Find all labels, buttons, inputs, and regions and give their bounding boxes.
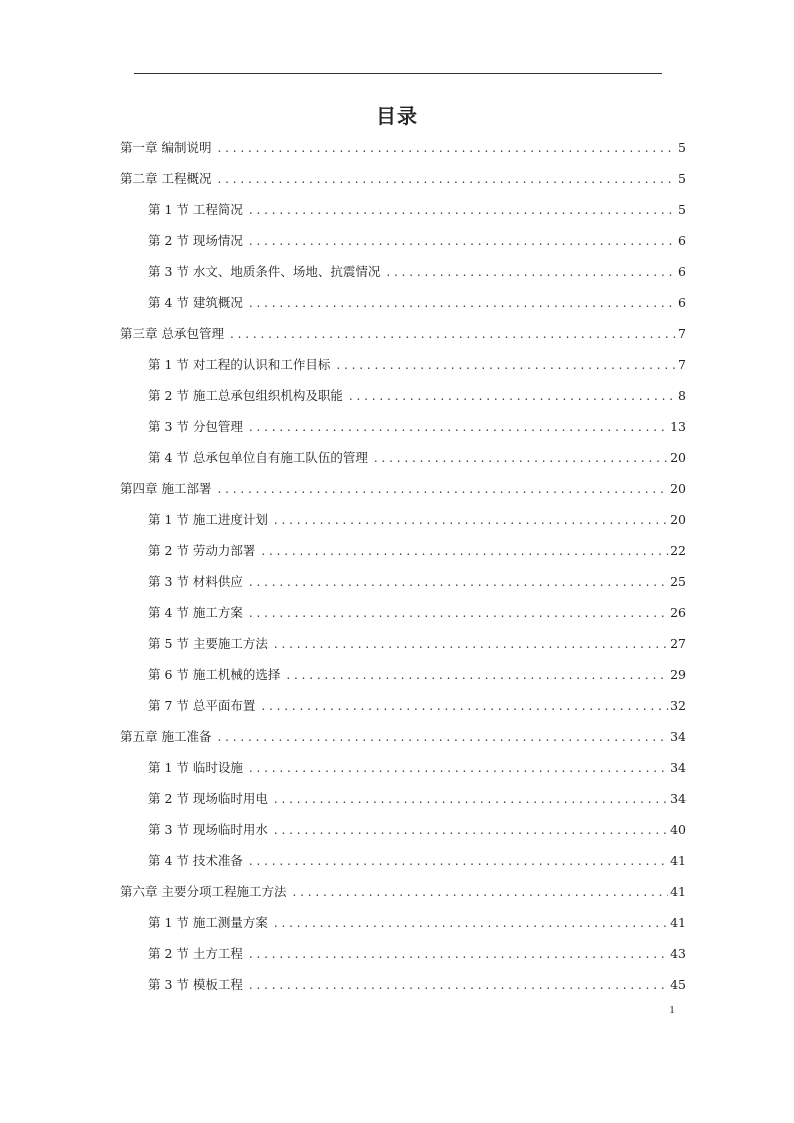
toc-section-entry[interactable]: [148, 293, 686, 313]
toc-dot-leader: [292, 882, 668, 902]
toc-dot-leader: [249, 572, 668, 592]
toc-entry-label: 第 4 节 建筑概况: [148, 295, 243, 310]
toc-section-entry[interactable]: [148, 634, 686, 654]
toc-dot-leader: [274, 820, 668, 840]
toc-dot-leader: [249, 200, 676, 220]
toc-entry-label: 第 7 节 总平面布置: [148, 698, 256, 713]
toc-entry-label: 第 3 节 模板工程: [148, 977, 243, 992]
toc-entry-page: 34: [670, 760, 686, 775]
toc-section-entry[interactable]: [148, 820, 686, 840]
toc-entry-label: 第 1 节 临时设施: [148, 760, 243, 775]
toc-entry-page: 5: [678, 171, 686, 186]
toc-entry-page: 34: [670, 729, 686, 744]
toc-dot-leader: [249, 851, 668, 871]
toc-entry-label: 第 2 节 施工总承包组织机构及职能: [148, 388, 343, 403]
toc-dot-leader: [217, 169, 676, 189]
toc-entry-label: 第 4 节 施工方案: [148, 605, 243, 620]
toc-entry-label: 第 1 节 工程简况: [148, 202, 243, 217]
toc-dot-leader: [249, 758, 668, 778]
toc-section-entry[interactable]: [148, 758, 686, 778]
toc-entry-page: 41: [670, 853, 686, 868]
toc-entry-page: 20: [670, 450, 686, 465]
toc-entry-label: 第 1 节 对工程的认识和工作目标: [148, 357, 331, 372]
toc-entry-label: 第 5 节 主要施工方法: [148, 636, 268, 651]
toc-entry-page: 22: [670, 543, 686, 558]
toc-entry-page: 5: [678, 202, 686, 217]
toc-entry-page: 26: [670, 605, 686, 620]
toc-entry-page: 5: [678, 140, 686, 155]
toc-section-entry[interactable]: [148, 696, 686, 716]
toc-entry-page: 27: [670, 636, 686, 651]
toc-section-entry[interactable]: [148, 572, 686, 592]
toc-dot-leader: [249, 944, 668, 964]
toc-entry-label: 第二章 工程概况: [120, 171, 212, 186]
toc-section-entry[interactable]: [148, 944, 686, 964]
page-number: 1: [669, 1004, 675, 1016]
toc-entry-page: 43: [670, 946, 686, 961]
toc-dot-leader: [249, 231, 676, 251]
toc-entry-label: 第六章 主要分项工程施工方法: [120, 884, 287, 899]
toc-entry-label: 第 2 节 现场临时用电: [148, 791, 268, 806]
toc-entry-page: 8: [678, 388, 686, 403]
toc-dot-leader: [261, 541, 668, 561]
toc-entry-page: 41: [670, 884, 686, 899]
toc-entry-label: 第 6 节 施工机械的选择: [148, 667, 281, 682]
toc-section-entry[interactable]: [148, 975, 686, 995]
toc-entry-label: 第 3 节 分包管理: [148, 419, 243, 434]
toc-section-entry[interactable]: [148, 231, 686, 251]
toc-section-entry[interactable]: [148, 262, 686, 282]
toc-entry-page: 6: [678, 233, 686, 248]
toc-chapter-entry[interactable]: [120, 727, 686, 747]
toc-entry-page: 45: [670, 977, 686, 992]
toc-entry-label: 第 1 节 施工测量方案: [148, 915, 268, 930]
toc-entry-label: 第 1 节 施工进度计划: [148, 512, 268, 527]
toc-chapter-entry[interactable]: [120, 138, 686, 158]
toc-entry-page: 34: [670, 791, 686, 806]
toc-section-entry[interactable]: [148, 386, 686, 406]
toc-entry-label: 第四章 施工部署: [120, 481, 212, 496]
toc-dot-leader: [217, 479, 668, 499]
toc-section-entry[interactable]: [148, 541, 686, 561]
toc-dot-leader: [349, 386, 676, 406]
toc-section-entry[interactable]: [148, 665, 686, 685]
toc-dot-leader: [274, 634, 668, 654]
toc-entry-page: 6: [678, 295, 686, 310]
toc-dot-leader: [249, 603, 668, 623]
toc-dot-leader: [336, 355, 676, 375]
toc-dot-leader: [249, 417, 668, 437]
toc-section-entry[interactable]: [148, 851, 686, 871]
toc-dot-leader: [249, 975, 668, 995]
toc-section-entry[interactable]: [148, 417, 686, 437]
toc-entry-label: 第 3 节 现场临时用水: [148, 822, 268, 837]
toc-section-entry[interactable]: [148, 448, 686, 468]
toc-dot-leader: [230, 324, 676, 344]
toc-entry-page: 25: [670, 574, 686, 589]
toc-entry-page: 29: [670, 667, 686, 682]
toc-entry-label: 第 4 节 技术准备: [148, 853, 243, 868]
toc-entry-page: 40: [670, 822, 686, 837]
toc-chapter-entry[interactable]: [120, 882, 686, 902]
toc-entry-page: 32: [670, 698, 686, 713]
toc-section-entry[interactable]: [148, 913, 686, 933]
toc-dot-leader: [261, 696, 668, 716]
toc-entry-label: 第 2 节 劳动力部署: [148, 543, 256, 558]
toc-chapter-entry[interactable]: [120, 169, 686, 189]
toc-dot-leader: [274, 789, 668, 809]
toc-section-entry[interactable]: [148, 789, 686, 809]
toc-entry-page: 41: [670, 915, 686, 930]
toc-section-entry[interactable]: [148, 603, 686, 623]
toc-entry-label: 第 4 节 总承包单位自有施工队伍的管理: [148, 450, 368, 465]
toc-entry-label: 第 2 节 土方工程: [148, 946, 243, 961]
toc-entry-page: 7: [678, 357, 686, 372]
toc-dot-leader: [274, 913, 668, 933]
toc-dot-leader: [249, 293, 676, 313]
toc-entry-page: 7: [678, 326, 686, 341]
toc-chapter-entry[interactable]: [120, 324, 686, 344]
toc-section-entry[interactable]: [148, 355, 686, 375]
toc-entry-page: 6: [678, 264, 686, 279]
header-rule: [134, 73, 662, 74]
toc-chapter-entry[interactable]: [120, 479, 686, 499]
toc-dot-leader: [217, 138, 676, 158]
toc-entry-label: 第三章 总承包管理: [120, 326, 224, 341]
toc-entry-page: 20: [670, 512, 686, 527]
toc-dot-leader: [217, 727, 668, 747]
toc-dot-leader: [274, 510, 668, 530]
toc-entry-label: 第一章 编制说明: [120, 140, 212, 155]
toc-dot-leader: [386, 262, 676, 282]
toc-entry-label: 第 3 节 水文、地质条件、场地、抗震情况: [148, 264, 381, 279]
toc-section-entry[interactable]: [148, 510, 686, 530]
toc-section-entry[interactable]: [148, 200, 686, 220]
toc-entry-label: 第 3 节 材料供应: [148, 574, 243, 589]
toc-dot-leader: [286, 665, 668, 685]
toc-title: 目录: [376, 104, 418, 128]
toc-entry-label: 第五章 施工准备: [120, 729, 212, 744]
toc-dot-leader: [374, 448, 668, 468]
toc-entry-label: 第 2 节 现场情况: [148, 233, 243, 248]
toc-entry-page: 20: [670, 481, 686, 496]
toc-entry-page: 13: [670, 419, 686, 434]
